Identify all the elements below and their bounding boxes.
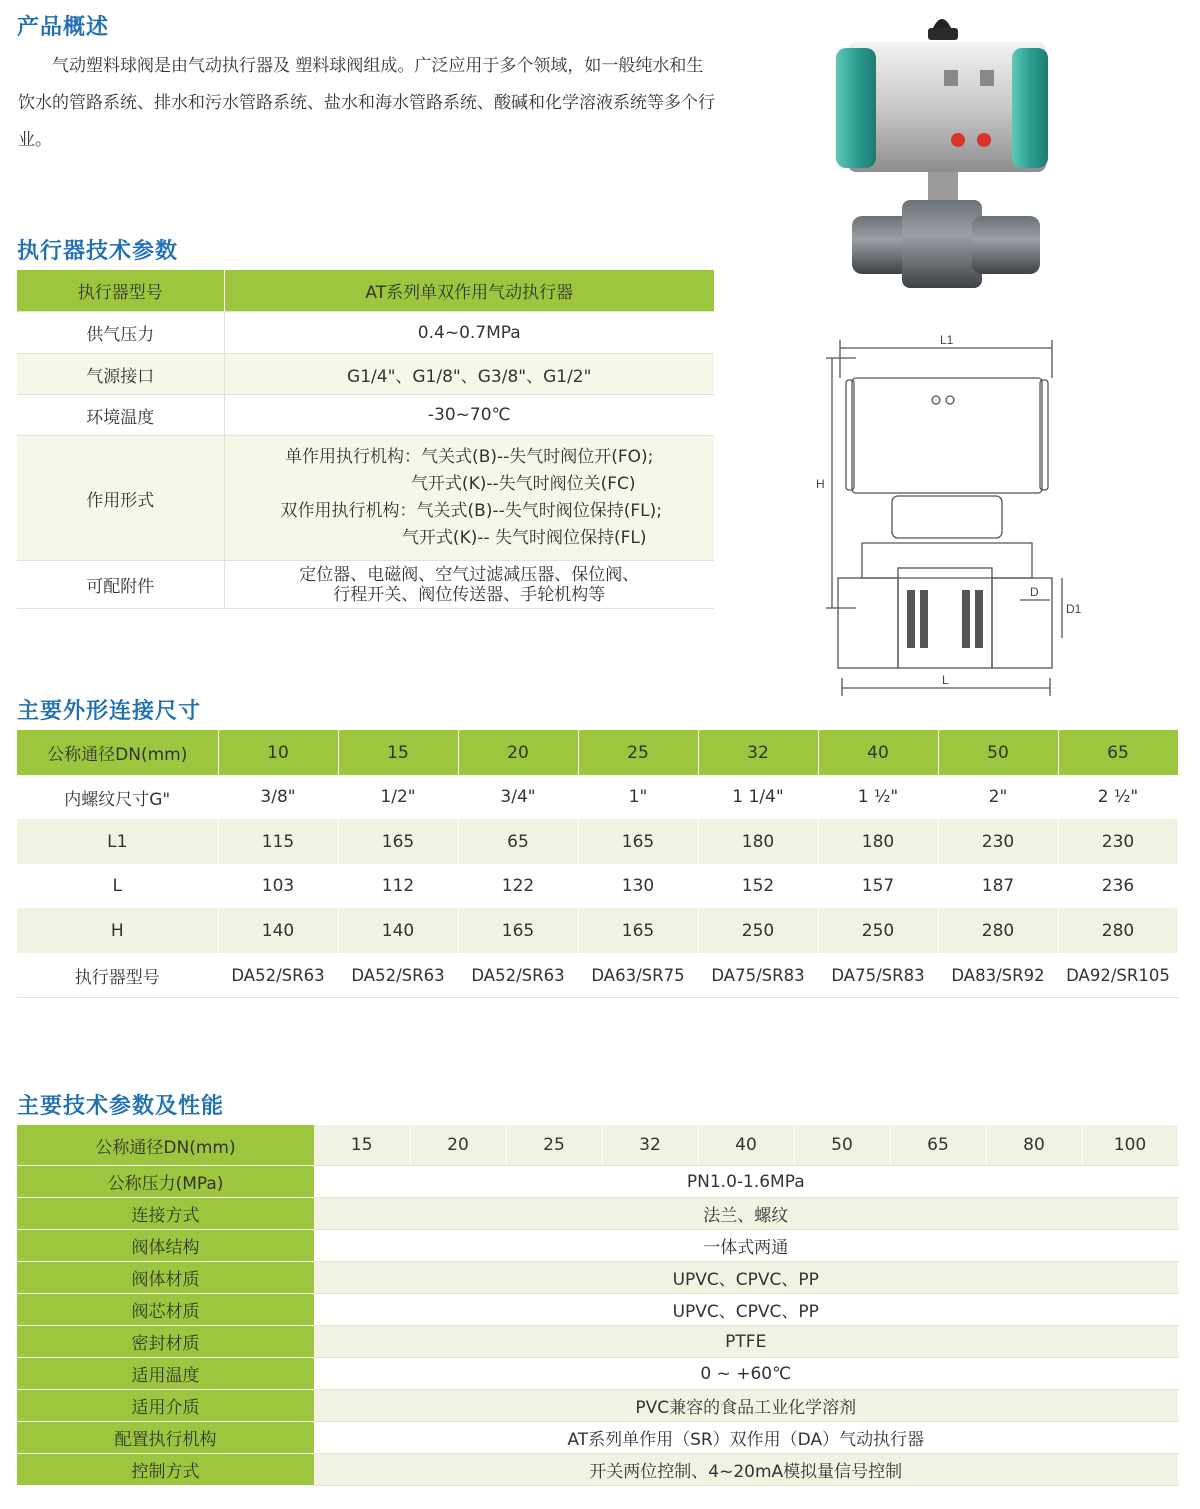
row-key: 控制方式 [17, 1454, 314, 1486]
cell: 180 [818, 819, 938, 864]
row-value [224, 561, 714, 609]
cell: 230 [1058, 819, 1178, 864]
cell: 250 [698, 908, 818, 953]
cell: 2 ½" [1058, 775, 1178, 819]
table-row [17, 561, 714, 609]
overview-text: 气动塑料球阀是由气动执行器及 塑料球阀组成。广泛应用于多个领域，如一般纯水和生饮水的管路系统、排水和污水管路系统、盐水和海水管路系统、酸碱和化学溶液系统等多个行业。 [18, 56, 715, 150]
actuator-title: 执行器技术参数 [17, 239, 179, 264]
cell: 112 [338, 864, 458, 908]
row-key: 公称压力(MPa) [17, 1166, 314, 1198]
row-key: L1 [17, 819, 218, 864]
cell: 230 [938, 819, 1058, 864]
dn-cell: 40 [818, 730, 938, 775]
table-header-row [17, 270, 714, 312]
label-l: L [942, 673, 949, 687]
cell: 1 ½" [818, 775, 938, 819]
row-key: 阀体材质 [17, 1262, 314, 1294]
dn-cell: 15 [314, 1125, 410, 1166]
cell: 236 [1058, 864, 1178, 908]
dn-cell: 25 [506, 1125, 602, 1166]
cell: 130 [578, 864, 698, 908]
dn-cell: 50 [794, 1125, 890, 1166]
row-value: PN1.0-1.6MPa [314, 1166, 1178, 1198]
row-value: 法兰、螺纹 [314, 1198, 1178, 1230]
table-row [17, 1358, 1178, 1390]
dn-cell: 100 [1082, 1125, 1178, 1166]
table-row [17, 354, 714, 395]
actuator-params-table [17, 270, 714, 609]
cell: 3/8" [218, 775, 338, 819]
cell: DA52/SR63 [338, 953, 458, 998]
row-value: PVC兼容的食品工业化学溶剂 [314, 1390, 1178, 1422]
performance-title: 主要技术参数及性能 [17, 1094, 225, 1119]
mode-line: 气开式(K)-- 失气时阀位保持(FL) [401, 528, 647, 548]
row-value [224, 436, 714, 561]
cell: 65 [458, 819, 578, 864]
table-row [17, 1326, 1178, 1358]
cell: 140 [338, 908, 458, 953]
header-value: AT系列单双作用气动执行器 [224, 270, 714, 312]
header-key: 公称通径DN(mm) [17, 1125, 314, 1166]
table-row [17, 1422, 1178, 1454]
dn-cell: 40 [698, 1125, 794, 1166]
row-value: G1/4"、G1/8"、G3/8"、G1/2" [224, 354, 714, 395]
dn-cell: 25 [578, 730, 698, 775]
cell: 1" [578, 775, 698, 819]
valve-dimension-diagram [812, 328, 1102, 698]
cell: 140 [218, 908, 338, 953]
dn-cell: 32 [602, 1125, 698, 1166]
row-key: 供气压力 [17, 312, 224, 354]
row-key: H [17, 908, 218, 953]
row-key: 配置执行机构 [17, 1422, 314, 1454]
cell: 1 1/4" [698, 775, 818, 819]
table-row [17, 1230, 1178, 1262]
cell: 122 [458, 864, 578, 908]
valve-photo [832, 8, 1054, 293]
cell: 115 [218, 819, 338, 864]
row-key: 内螺纹尺寸G" [17, 775, 218, 819]
table-row [17, 819, 1178, 864]
table-row [17, 1294, 1178, 1326]
cell: 280 [1058, 908, 1178, 953]
dn-cell: 50 [938, 730, 1058, 775]
table-header-row [17, 1125, 1178, 1166]
row-value: -30~70℃ [224, 395, 714, 436]
cell: 180 [698, 819, 818, 864]
performance-table [17, 1125, 1179, 1486]
cell: DA75/SR83 [698, 953, 818, 998]
row-key: 阀芯材质 [17, 1294, 314, 1326]
label-h: H [816, 477, 825, 491]
cell: 1/2" [338, 775, 458, 819]
cell: 165 [338, 819, 458, 864]
cell: 152 [698, 864, 818, 908]
table-row [17, 953, 1178, 998]
acc-line: 行程开关、阀位传送器、手轮机构等 [333, 584, 606, 605]
table-row [17, 908, 1178, 953]
row-key: 作用形式 [17, 436, 224, 561]
table-row [17, 395, 714, 436]
dn-cell: 65 [1058, 730, 1178, 775]
row-value: 开关两位控制、4~20mA模拟量信号控制 [314, 1454, 1178, 1486]
row-key: L [17, 864, 218, 908]
dn-cell: 15 [338, 730, 458, 775]
cell: 103 [218, 864, 338, 908]
row-value: AT系列单作用（SR）双作用（DA）气动执行器 [314, 1422, 1178, 1454]
dn-cell: 20 [458, 730, 578, 775]
row-key: 密封材质 [17, 1326, 314, 1358]
cell: 165 [578, 819, 698, 864]
dn-cell: 65 [890, 1125, 986, 1166]
table-header-row [17, 730, 1178, 775]
row-value: UPVC、CPVC、PP [314, 1262, 1178, 1294]
row-key: 适用介质 [17, 1390, 314, 1422]
header-key: 公称通径DN(mm) [17, 730, 218, 775]
dn-cell: 20 [410, 1125, 506, 1166]
table-row [17, 312, 714, 354]
cell: 187 [938, 864, 1058, 908]
mode-line: 双作用执行机构：气关式(B)--失气时阀位保持(FL); [280, 501, 662, 521]
cell: 165 [458, 908, 578, 953]
cell: DA52/SR63 [458, 953, 578, 998]
row-key: 可配附件 [17, 561, 224, 609]
cell: DA83/SR92 [938, 953, 1058, 998]
row-value: 0 ~ +60℃ [314, 1358, 1178, 1390]
cell: 280 [938, 908, 1058, 953]
row-value: 一体式两通 [314, 1230, 1178, 1262]
row-key: 连接方式 [17, 1198, 314, 1230]
cell: 157 [818, 864, 938, 908]
row-key: 环境温度 [17, 395, 224, 436]
acc-line: 定位器、电磁阀、空气过滤减压器、保位阀、 [299, 564, 640, 585]
row-key: 阀体结构 [17, 1230, 314, 1262]
cell: 3/4" [458, 775, 578, 819]
dimensions-title: 主要外形连接尺寸 [17, 699, 202, 724]
table-row [17, 775, 1178, 819]
cell: 2" [938, 775, 1058, 819]
mode-line: 单作用执行机构：气关式(B)--失气时阀位开(FO); [285, 447, 654, 467]
row-key: 气源接口 [17, 354, 224, 395]
cell: DA52/SR63 [218, 953, 338, 998]
cell: DA75/SR83 [818, 953, 938, 998]
cell: DA92/SR105 [1058, 953, 1178, 998]
label-d1: D1 [1066, 602, 1082, 616]
table-row [17, 1390, 1178, 1422]
row-key: 适用温度 [17, 1358, 314, 1390]
row-key: 执行器型号 [17, 953, 218, 998]
row-value: UPVC、CPVC、PP [314, 1294, 1178, 1326]
label-d: D [1030, 585, 1039, 599]
row-value: 0.4~0.7MPa [224, 312, 714, 354]
cell: 165 [578, 908, 698, 953]
row-value: PTFE [314, 1326, 1178, 1358]
table-row [17, 1262, 1178, 1294]
table-row [17, 1198, 1178, 1230]
dn-cell: 80 [986, 1125, 1082, 1166]
label-l1: L1 [940, 333, 954, 347]
cell: 250 [818, 908, 938, 953]
header-key: 执行器型号 [17, 270, 224, 312]
cell: DA63/SR75 [578, 953, 698, 998]
table-row [17, 436, 714, 561]
table-row [17, 1454, 1178, 1486]
overview-title: 产品概述 [17, 15, 110, 40]
dimensions-table [17, 730, 1179, 998]
table-row [17, 864, 1178, 908]
table-row [17, 1166, 1178, 1198]
dn-cell: 10 [218, 730, 338, 775]
dn-cell: 32 [698, 730, 818, 775]
mode-line: 气开式(K)--失气时阀位关(FC) [410, 474, 636, 494]
